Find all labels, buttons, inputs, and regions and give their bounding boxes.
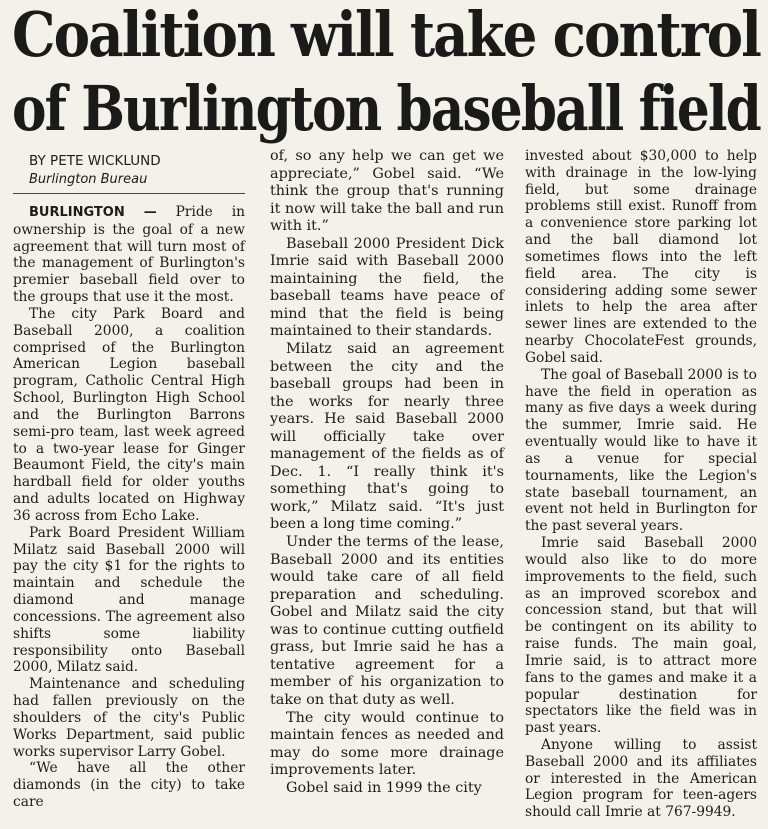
article-paragraph: Imrie said Baseball 2000 would also like to do more improvements to the field, such as an improved scorebox and concession stand, but that will be contingent on its ability to raise funds. The main goal, Imrie said, is to attract more fans to the games and make it a popular destination for spectators like the field was in past years. <box>525 535 757 737</box>
column-2 <box>270 148 504 797</box>
headline-line-2: of Burlington baseball field <box>12 72 760 145</box>
article-paragraph: Maintenance and scheduling had fallen previously on the shoulders of the city's Public Works Department, said public works supervisor Larry Gobel. <box>13 676 245 760</box>
article-paragraph: “We have all the other diamonds (in the city) to take care <box>13 760 245 810</box>
column-1 <box>13 152 245 811</box>
article-paragraph: Park Board President William Milatz said Baseball 2000 will pay the city $1 for the rights to maintain and schedule the diamond and manage concessions. The agreement also shifts some liability responsibility onto Baseball 2000, Milatz said. <box>13 524 245 676</box>
article-paragraph: of, so any help we can get we appreciate,” Gobel said. “We think the group that's running it now will take the ball and run with it.” <box>270 148 504 235</box>
article-paragraph: Anyone willing to assist Baseball 2000 and its affiliates or interested in the American Legion program for teen-agers should call Imrie at 767-9949. <box>525 736 757 821</box>
dateline: BURLINGTON — <box>29 205 157 220</box>
byline-divider <box>13 193 245 194</box>
article-paragraph: Milatz said an agreement between the city and the baseball groups had been in the works for nearly three years. He said Baseball 2000 will officially take over management of the fields as of Dec. 1. “I really think it's something that's going to work,” Milatz said. “It's just been a long time coming.” <box>270 341 504 533</box>
article-paragraph: Under the terms of the lease, Baseball 2000 and its entities would take care of all field preparation and scheduling. Gobel and Milatz said the city was to continue cutting outfield grass, but Imrie said he has a tentative agreement for a member of his organization to take on that duty as well. <box>270 534 504 708</box>
article-paragraph: invested about $30,000 to help with drainage in the low-lying field, but some drainage problems still exist. Runoff from a convenience store parking lot and the ball diamond lot sometimes flows into the left field area. The city is considering adding some sewer inlets to help the area after sewer lines are extended to the nearby ChocolateFest grounds, Gobel said. <box>525 148 757 366</box>
article-paragraph: The city would continue to maintain fences as needed and may do some more drainage improvements later. <box>270 709 504 779</box>
article-paragraph: The goal of Baseball 2000 is to have the field in operation as many as five days a week during the summer, Imrie said. He eventually would like to have it as a venue for special tournaments, like the Legion's state baseball tournament, an event not held in Burlington for the past several years. <box>525 366 757 535</box>
article-paragraph: Gobel said in 1999 the city <box>286 779 482 796</box>
article-paragraph <box>13 204 245 306</box>
byline-author: BY PETE WICKLUND <box>29 153 161 169</box>
article-paragraph: The city Park Board and Baseball 2000, a coalition comprised of the Burlington American Legion baseball program, Catholic Central High School, Burlington High School and the Burlington Barrons semi-pro team, last week agreed to a two-year lease for Ginger Beaumont Field, the city's main hardball field for older youths and adults located on Highway 36 across from Echo Lake. <box>13 305 245 524</box>
column-3 <box>525 148 757 821</box>
headline <box>12 0 762 146</box>
headline-line-1: Coalition will take control <box>12 0 760 71</box>
article-text: Pride in ownership is the goal of a new agreement that will turn most of the management of Burlington's premier baseball field over to the groups that use it the most. <box>13 204 245 306</box>
article-paragraph: Baseball 2000 President Dick Imrie said with Baseball 2000 maintaining the field, the baseball teams have peace of mind that the field is being maintained to their standards. <box>270 235 504 340</box>
byline-bureau: Burlington Bureau <box>29 172 148 187</box>
